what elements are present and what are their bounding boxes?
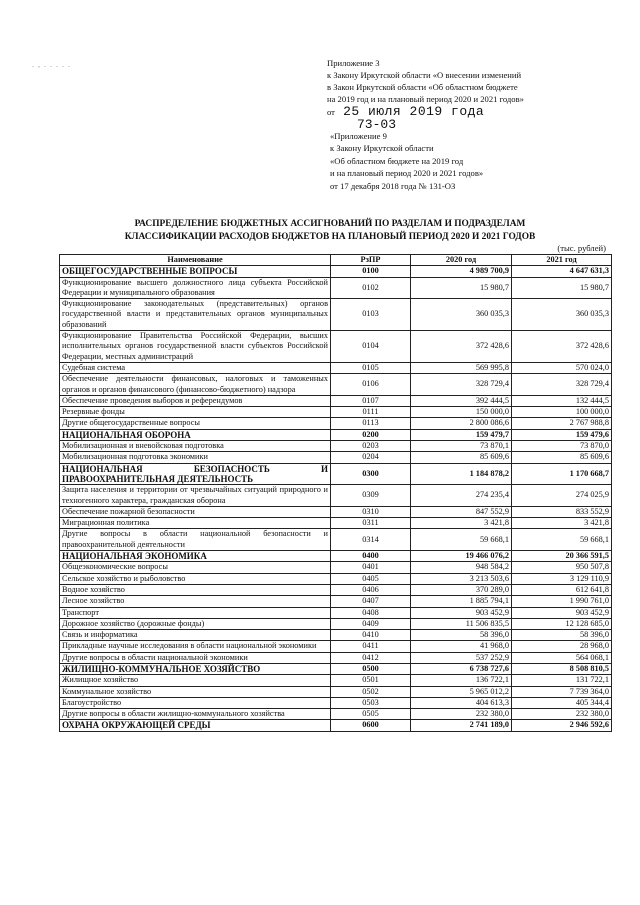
date-stamp: 25 июля 2019 года [343, 104, 485, 119]
row-value-2020: 41 968,0 [411, 641, 512, 652]
row-code: 0102 [331, 277, 411, 299]
row-value-2020: 59 668,1 [411, 529, 512, 551]
row-code: 0104 [331, 331, 411, 363]
annex-sub-line: и на плановый период 2020 и 2021 годов» [330, 168, 484, 179]
row-value-2020: 847 552,9 [411, 506, 512, 517]
table-section-row [60, 266, 612, 277]
table-row [60, 697, 612, 708]
row-name: Лесное хозяйство [60, 596, 331, 607]
row-code: 0500 [331, 663, 411, 674]
row-value-2020: 159 479,7 [411, 429, 512, 440]
table-row [60, 562, 612, 573]
annex-sub-line: «Приложение 9 [330, 131, 387, 141]
row-value-2021: 570 024,0 [512, 362, 612, 373]
table-header-row [60, 255, 612, 266]
row-value-2021: 131 722,1 [512, 675, 612, 686]
row-value-2020: 232 380,0 [411, 709, 512, 720]
row-name: Функционирование высшего должностного лица субъекта Российской Федерации и муниципального образования [60, 277, 331, 299]
row-name: Связь и информатика [60, 630, 331, 641]
table-section-row [60, 463, 612, 485]
table-row [60, 518, 612, 529]
table-row [60, 362, 612, 373]
row-value-2021: 3 129 110,9 [512, 573, 612, 584]
col-header-name: Наименование [60, 255, 331, 266]
row-value-2020: 372 428,6 [411, 331, 512, 363]
row-name: Сельское хозяйство и рыболовство [60, 573, 331, 584]
row-code: 0100 [331, 266, 411, 277]
row-code: 0410 [331, 630, 411, 641]
row-code: 0412 [331, 652, 411, 663]
row-name: Общеэкономические вопросы [60, 562, 331, 573]
row-name: ОХРАНА ОКРУЖАЮЩЕЙ СРЕДЫ [60, 720, 331, 731]
annex-line: к Закону Иркутской области «О внесении изменений [327, 70, 522, 80]
annex-sub-line: к Закону Иркутской области [330, 143, 434, 154]
table-section-row [60, 551, 612, 562]
row-name: Функционирование Правительства Российской Федерации, высших исполнительных органов государственной власти субъектов Российской Федерации, местных администраций [60, 331, 331, 363]
table-row [60, 331, 612, 363]
row-value-2021: 159 479,6 [512, 429, 612, 440]
row-value-2020: 136 722,1 [411, 675, 512, 686]
row-value-2021: 328 729,4 [512, 374, 612, 396]
row-value-2020: 150 000,0 [411, 407, 512, 418]
table-row [60, 418, 612, 429]
row-code: 0401 [331, 562, 411, 573]
row-name: Мобилизационная подготовка экономики [60, 452, 331, 463]
row-code: 0406 [331, 584, 411, 595]
date-prefix: от [327, 107, 335, 117]
table-row [60, 407, 612, 418]
row-code: 0501 [331, 675, 411, 686]
row-code: 0200 [331, 429, 411, 440]
row-value-2021: 59 668,1 [512, 529, 612, 551]
row-name: Прикладные научные исследования в области национальной экономики [60, 641, 331, 652]
row-name: Жилищное хозяйство [60, 675, 331, 686]
document-title [60, 218, 600, 243]
row-code: 0310 [331, 506, 411, 517]
row-value-2020: 6 738 727,6 [411, 663, 512, 674]
table-row [60, 584, 612, 595]
table-row [60, 395, 612, 406]
table-row [60, 641, 612, 652]
row-value-2021: 950 507,8 [512, 562, 612, 573]
row-value-2021: 73 870,0 [512, 441, 612, 452]
row-value-2020: 903 452,9 [411, 607, 512, 618]
row-code: 0106 [331, 374, 411, 396]
row-name: НАЦИОНАЛЬНАЯ ЭКОНОМИКА [60, 551, 331, 562]
row-code: 0103 [331, 299, 411, 331]
row-name: Дорожное хозяйство (дорожные фонды) [60, 618, 331, 629]
row-value-2020: 569 995,8 [411, 362, 512, 373]
row-name: Другие вопросы в области национальной безопасности и правоохранительной деятельности [60, 529, 331, 551]
row-name: ЖИЛИЩНО-КОММУНАЛЬНОЕ ХОЗЯЙСТВО [60, 663, 331, 674]
table-row [60, 529, 612, 551]
row-code: 0204 [331, 452, 411, 463]
row-code: 0405 [331, 573, 411, 584]
row-code: 0107 [331, 395, 411, 406]
row-value-2020: 58 396,0 [411, 630, 512, 641]
row-code: 0300 [331, 463, 411, 485]
table-row [60, 374, 612, 396]
row-value-2021: 12 128 685,0 [512, 618, 612, 629]
row-value-2021: 564 068,1 [512, 652, 612, 663]
row-code: 0203 [331, 441, 411, 452]
row-value-2021: 58 396,0 [512, 630, 612, 641]
row-name: Обеспечение деятельности финансовых, налоговых и таможенных органов и органов финансового (финансово-бюджетного) надзора [60, 374, 331, 396]
row-value-2021: 85 609,6 [512, 452, 612, 463]
row-value-2021: 2 946 592,6 [512, 720, 612, 731]
row-value-2020: 370 289,0 [411, 584, 512, 595]
table-row [60, 299, 612, 331]
row-value-2021: 360 035,3 [512, 299, 612, 331]
annex-line: в Закон Иркутской области «Об областном бюджете [327, 82, 518, 92]
row-name: Другие общегосударственные вопросы [60, 418, 331, 429]
row-value-2020: 2 741 189,0 [411, 720, 512, 731]
row-value-2020: 4 989 700,9 [411, 266, 512, 277]
table-row [60, 596, 612, 607]
row-code: 0407 [331, 596, 411, 607]
row-name: Миграционная политика [60, 518, 331, 529]
row-value-2021: 20 366 591,5 [512, 551, 612, 562]
table-row [60, 506, 612, 517]
col-header-code: РзПР [331, 255, 411, 266]
row-name: Судебная система [60, 362, 331, 373]
row-name: Защита населения и территории от чрезвычайных ситуаций природного и техногенного характера, гражданская оборона [60, 485, 331, 507]
annex-sub-header [330, 130, 483, 192]
row-value-2020: 3 421,8 [411, 518, 512, 529]
row-value-2021: 903 452,9 [512, 607, 612, 618]
row-value-2020: 1 184 878,2 [411, 463, 512, 485]
row-name: Благоустройство [60, 697, 331, 708]
row-value-2021: 7 739 364,0 [512, 686, 612, 697]
table-row [60, 441, 612, 452]
units-label: (тыс. рублей) [557, 243, 606, 253]
row-value-2020: 1 885 794,1 [411, 596, 512, 607]
row-code: 0502 [331, 686, 411, 697]
row-value-2020: 15 980,7 [411, 277, 512, 299]
row-code: 0105 [331, 362, 411, 373]
row-code: 0113 [331, 418, 411, 429]
row-name: Функционирование законодательных (представительных) органов государственной власти и представительных органов муниципальных образований [60, 299, 331, 331]
row-name: Обеспечение проведения выборов и референдумов [60, 395, 331, 406]
row-code: 0409 [331, 618, 411, 629]
row-name: Коммунальное хозяйство [60, 686, 331, 697]
row-code: 0314 [331, 529, 411, 551]
row-code: 0600 [331, 720, 411, 731]
scan-dots: . , . . . . . [32, 60, 71, 69]
row-name: ОБЩЕГОСУДАРСТВЕННЫЕ ВОПРОСЫ [60, 266, 331, 277]
table-row [60, 277, 612, 299]
row-code: 0309 [331, 485, 411, 507]
annex-line: Приложение 3 [327, 58, 380, 68]
row-value-2020: 404 613,3 [411, 697, 512, 708]
col-header-2021: 2021 год [512, 255, 612, 266]
row-name: Транспорт [60, 607, 331, 618]
annex-sub-line: от 17 декабря 2018 года № 131-ОЗ [330, 180, 456, 191]
row-value-2021: 100 000,0 [512, 407, 612, 418]
table-row [60, 452, 612, 463]
row-value-2020: 328 729,4 [411, 374, 512, 396]
table-row [60, 686, 612, 697]
row-value-2021: 1 170 668,7 [512, 463, 612, 485]
table-section-row [60, 720, 612, 731]
row-value-2020: 5 965 012,2 [411, 686, 512, 697]
table-row [60, 652, 612, 663]
table-row [60, 630, 612, 641]
table-row [60, 709, 612, 720]
row-name: Водное хозяйство [60, 584, 331, 595]
row-value-2020: 11 506 835,5 [411, 618, 512, 629]
row-value-2020: 73 870,1 [411, 441, 512, 452]
row-code: 0111 [331, 407, 411, 418]
row-code: 0505 [331, 709, 411, 720]
table-row [60, 485, 612, 507]
row-value-2021: 8 508 810,5 [512, 663, 612, 674]
annex-sub-line: «Об областном бюджете на 2019 год [330, 155, 464, 166]
table-body [60, 266, 612, 731]
row-value-2020: 537 252,9 [411, 652, 512, 663]
row-value-2021: 15 980,7 [512, 277, 612, 299]
row-code: 0503 [331, 697, 411, 708]
col-header-2020: 2020 год [411, 255, 512, 266]
row-code: 0311 [331, 518, 411, 529]
row-code: 0408 [331, 607, 411, 618]
row-value-2021: 132 444,5 [512, 395, 612, 406]
row-name: Мобилизационная и вневойсковая подготовка [60, 441, 331, 452]
table-row [60, 573, 612, 584]
row-value-2021: 1 990 761,0 [512, 596, 612, 607]
row-value-2020: 948 584,2 [411, 562, 512, 573]
table-section-row [60, 663, 612, 674]
row-name: НАЦИОНАЛЬНАЯ БЕЗОПАСНОСТЬ И ПРАВООХРАНИТЕЛЬНАЯ ДЕЯТЕЛЬНОСТЬ [60, 463, 331, 485]
row-name: Обеспечение пожарной безопасности [60, 506, 331, 517]
table-row [60, 618, 612, 629]
row-value-2020: 392 444,5 [411, 395, 512, 406]
row-code: 0400 [331, 551, 411, 562]
row-value-2021: 232 380,0 [512, 709, 612, 720]
annex-header [327, 57, 524, 118]
annex-line: на 2019 год и на плановый период 2020 и 2021 годов» [327, 94, 524, 104]
row-value-2021: 274 025,9 [512, 485, 612, 507]
row-value-2020: 85 609,6 [411, 452, 512, 463]
table-section-row [60, 429, 612, 440]
table-row [60, 607, 612, 618]
title-line: КЛАССИФИКАЦИИ РАСХОДОВ БЮДЖЕТОВ НА ПЛАНОВЫЙ ПЕРИОД 2020 И 2021 ГОДОВ [124, 231, 536, 242]
row-value-2021: 4 647 631,3 [512, 266, 612, 277]
row-code: 0411 [331, 641, 411, 652]
row-value-2021: 833 552,9 [512, 506, 612, 517]
row-value-2020: 360 035,3 [411, 299, 512, 331]
law-number-stamp: 73-03 [357, 117, 397, 132]
row-value-2021: 28 968,0 [512, 641, 612, 652]
row-value-2021: 612 641,8 [512, 584, 612, 595]
row-value-2020: 274 235,4 [411, 485, 512, 507]
budget-table [59, 254, 612, 732]
table-row [60, 675, 612, 686]
row-value-2021: 405 344,4 [512, 697, 612, 708]
row-value-2021: 372 428,6 [512, 331, 612, 363]
row-name: Другие вопросы в области национальной экономики [60, 652, 331, 663]
row-name: Резервные фонды [60, 407, 331, 418]
row-value-2020: 19 466 076,2 [411, 551, 512, 562]
title-line: РАСПРЕДЕЛЕНИЕ БЮДЖЕТНЫХ АССИГНОВАНИЙ ПО РАЗДЕЛАМ И ПОДРАЗДЕЛАМ [134, 219, 526, 229]
row-value-2020: 2 800 086,6 [411, 418, 512, 429]
row-value-2020: 3 213 503,6 [411, 573, 512, 584]
row-name: НАЦИОНАЛЬНАЯ ОБОРОНА [60, 429, 331, 440]
row-name: Другие вопросы в области жилищно-коммунального хозяйства [60, 709, 331, 720]
row-value-2021: 3 421,8 [512, 518, 612, 529]
row-value-2021: 2 767 988,8 [512, 418, 612, 429]
